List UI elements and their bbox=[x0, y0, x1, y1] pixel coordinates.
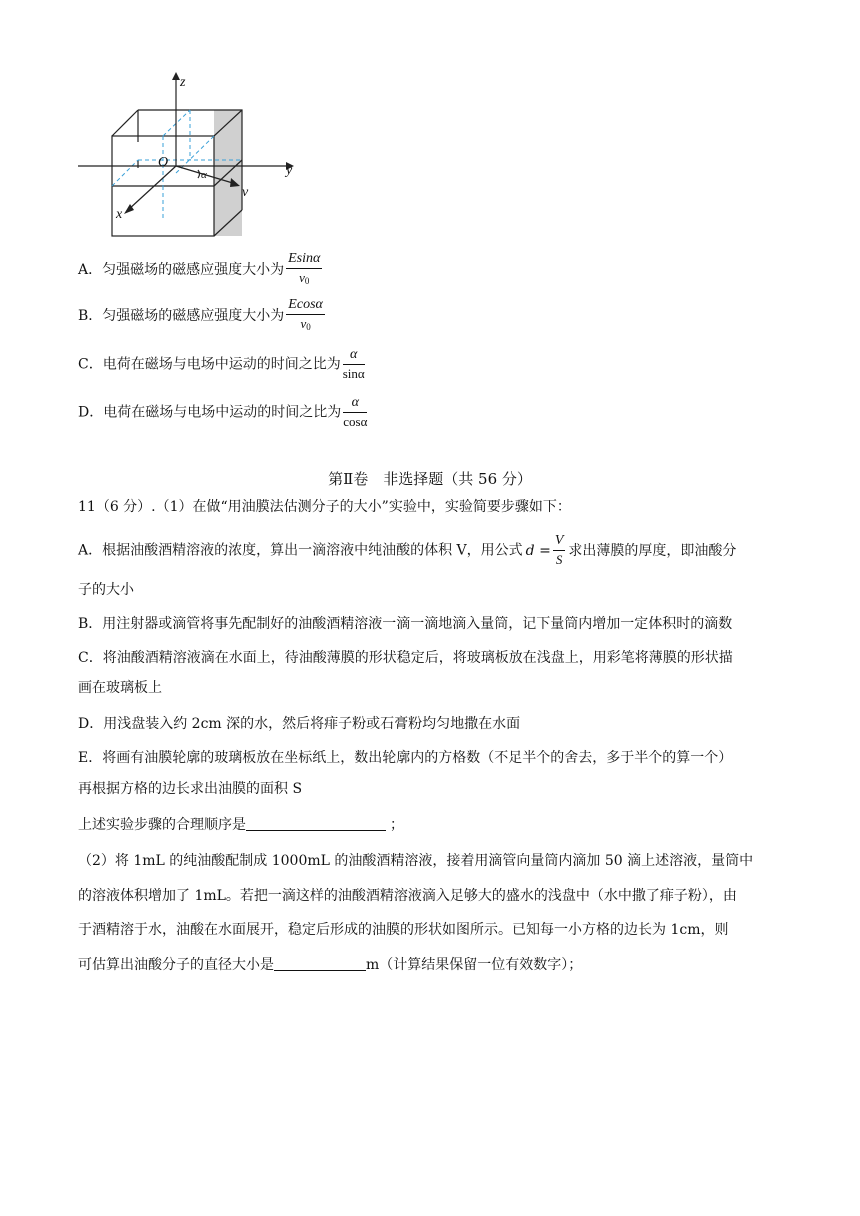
option-c-numerator: α bbox=[343, 346, 365, 365]
option-d: D．电荷在磁场与电场中运动的时间之比为 $\frac{\alpha}{\cos\alpha}$ bbox=[78, 395, 368, 429]
option-d-numerator: α bbox=[343, 394, 367, 413]
z-axis-label: z bbox=[180, 75, 186, 90]
q11-step-a: A．根据油酸酒精溶液的浓度，算出一滴溶液中纯油酸的体积 V，用公式 d = $\frac{V}{S}$ 求出薄膜的厚度，即油酸分 bbox=[78, 533, 737, 567]
origin-label: O bbox=[158, 155, 169, 170]
q11-part2-line4: 可估算出油酸分子的直径大小是 m（计算结果保留一位有效数字）； bbox=[78, 957, 583, 973]
q11-part2-line1: （2）将 1mL 的纯油酸配制成 1000mL 的油酸酒精溶液，接着用滴管向量筒内滴加 50 滴上述溶液，量筒中 bbox=[78, 853, 754, 869]
option-b-denominator: v bbox=[300, 316, 307, 331]
q11-step-e: E．将画有油膜轮廓的玻璃板放在坐标纸上，数出轮廓内的方格数（不足半个的舍去，多于半个的算一个） bbox=[78, 750, 733, 766]
option-a-numerator: Esinα bbox=[286, 250, 322, 269]
q11-step-b: B．用注射器或滴管将事先配制好的油酸酒精溶液一滴一滴地滴入量筒，记下量筒内增加一定体积时的滴数 bbox=[78, 616, 733, 632]
q11-step-e-cont: 再根据方格的边长求出油膜的面积 S bbox=[78, 781, 303, 797]
formula-lhs: d = bbox=[525, 542, 551, 559]
diameter-answer-blank[interactable] bbox=[274, 956, 366, 971]
q11-step-d: D．用浅盘装入约 2cm 深的水，然后将痱子粉或石膏粉均匀地撒在水面 bbox=[78, 716, 521, 732]
q11-order-line: 上述实验步骤的合理顺序是 ； bbox=[78, 817, 404, 833]
option-b: B．匀强磁场的磁感应强度大小为 $\frac{Ecos\alpha}{v_0}$ bbox=[78, 297, 323, 332]
formula-numerator: V bbox=[553, 532, 566, 551]
option-c-denominator: sinα bbox=[342, 366, 365, 381]
x-axis-label: x bbox=[116, 207, 123, 222]
q11-intro: 11（6 分）.（1）在做“用油膜法估测分子的大小”实验中，实验简要步骤如下： bbox=[78, 499, 571, 515]
q11-part2-line3: 于酒精溶于水，油酸在水面展开，稳定后形成的油膜的形状如图所示。已知每一小方格的边长为 1cm，则 bbox=[78, 922, 729, 938]
option-a: A．匀强磁场的磁感应强度大小为 $\frac{Esin\alpha}{v_0}$ bbox=[78, 251, 321, 286]
option-c: C．电荷在磁场与电场中运动的时间之比为 $\frac{\alpha}{\sin\alpha}$ bbox=[78, 347, 365, 381]
formula-denominator: S bbox=[555, 552, 563, 567]
q11-part2-line2: 的溶液体积增加了 1mL。若把一滴这样的油酸酒精溶液滴入足够大的盛水的浅盘中（水中撒了痱子粉），由 bbox=[78, 888, 737, 904]
q11-step-c: C．将油酸酒精溶液滴在水面上，待油酸薄膜的形状稳定后，将玻璃板放在浅盘上，用彩笔将薄膜的形状描 bbox=[78, 650, 733, 666]
velocity-label: v bbox=[242, 185, 249, 200]
q11-step-c-cont: 画在玻璃板上 bbox=[78, 680, 162, 696]
angle-label: α bbox=[201, 169, 207, 181]
option-d-denominator: cosα bbox=[343, 414, 368, 429]
order-answer-blank[interactable] bbox=[246, 816, 386, 831]
section-heading: 第Ⅱ卷 非选择题（共 56 分） bbox=[328, 470, 532, 488]
q11-step-a-cont: 子的大小 bbox=[78, 582, 134, 598]
option-b-numerator: Ecosα bbox=[286, 296, 325, 315]
cube-figure bbox=[74, 70, 314, 240]
option-a-denominator: v bbox=[299, 270, 305, 285]
x-axis-line bbox=[128, 166, 176, 210]
y-axis-label: y bbox=[286, 163, 293, 178]
